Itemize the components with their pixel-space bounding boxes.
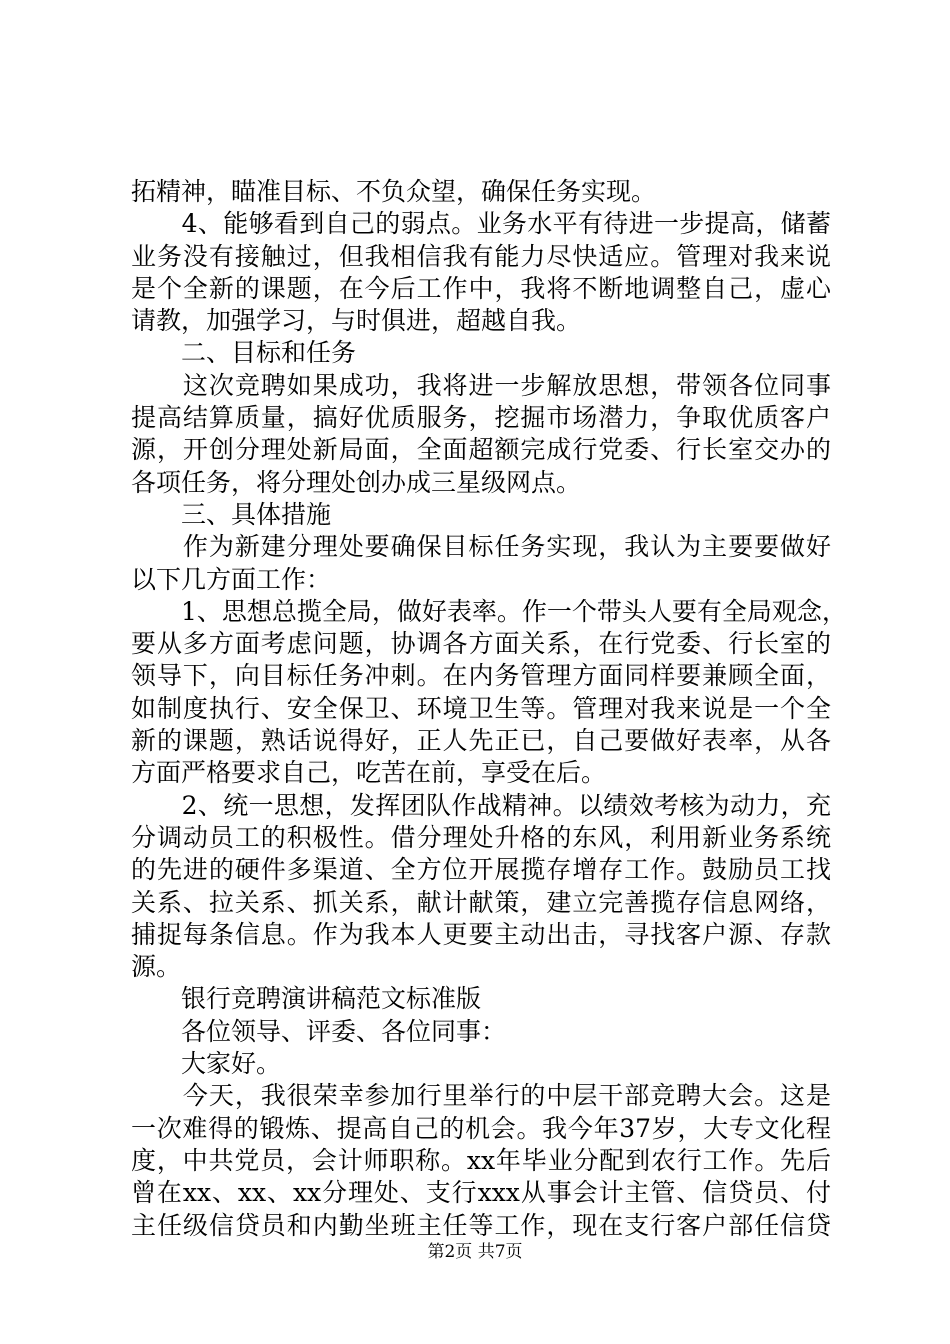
text-line: 领导下，向目标任务冲刺。在内务管理方面同样要兼顾全面， <box>131 661 831 691</box>
text-line: 今天，我很荣幸参加行里举行的中层干部竞聘大会。这是 <box>131 1081 831 1111</box>
section-heading: 二、目标和任务 <box>131 338 357 368</box>
text-line: 要从多方面考虑问题，协调各方面关系，在行党委、行长室的 <box>131 629 831 659</box>
text-line: 以下几方面工作： <box>131 564 332 594</box>
text-line: 请教，加强学习，与时俱进，超越自我。 <box>131 306 582 336</box>
text-line: 作为新建分理处要确保目标任务实现，我认为主要要做好 <box>131 532 831 562</box>
text-line: 方面严格要求自己，吃苦在前，享受在后。 <box>131 758 607 788</box>
text-line: 度，中共党员，会计师职称。xx年毕业分配到农行工作。先后 <box>131 1145 831 1175</box>
text-line: 新的课题，熟话说得好，正人先正已，自己要做好表率，从各 <box>131 726 831 756</box>
greeting: 大家好。 <box>131 1049 282 1079</box>
text-line: 拓精神，瞄准目标、不负众望，确保任务实现。 <box>131 177 657 206</box>
text-line: 源，开创分理处新局面，全面超额完成行党委、行长室交办的 <box>131 435 831 465</box>
section-heading: 三、具体措施 <box>131 499 332 529</box>
text-line: 业务没有接触过，但我相信我有能力尽快适应。管理对我来说 <box>131 241 831 271</box>
text-line: 的先进的硬件多渠道、全方位开展揽存增存工作。鼓励员工找 <box>131 855 831 885</box>
text-line: 是个全新的课题，在今后工作中，我将不断地调整自己，虚心 <box>131 273 831 303</box>
salutation: 各位领导、评委、各位同事： <box>131 1016 507 1046</box>
page-number: 第2页 共7页 <box>427 1242 523 1262</box>
text-line: 分调动员工的积极性。借分理处升格的东风，利用新业务系统 <box>131 822 831 852</box>
text-line: 1、思想总揽全局，做好表率。作一个带头人要有全局观念， <box>131 596 847 626</box>
text-line: 这次竞聘如果成功，我将进一步解放思想，带领各位同事 <box>131 370 831 400</box>
text-line: 如制度执行、安全保卫、环境卫生等。管理对我来说是一个全 <box>131 693 831 723</box>
text-line: 主任级信贷员和内勤坐班主任等工作，现在支行客户部任信贷 <box>131 1210 831 1240</box>
text-line: 捕捉每条信息。作为我本人更要主动出击，寻找客户源、存款 <box>131 919 831 949</box>
text-line: 提高结算质量，搞好优质服务，挖掘市场潜力，争取优质客户 <box>131 403 831 433</box>
text-line: 曾在xx、xx、xx分理处、支行xxx从事会计主管、信贷员、付 <box>131 1178 831 1208</box>
text-line: 各项任务，将分理处创办成三星级网点。 <box>131 467 582 497</box>
document-body <box>131 176 847 1242</box>
article-title: 银行竞聘演讲稿范文标准版 <box>131 984 482 1014</box>
text-line: 2、统一思想，发挥团队作战精神。以绩效考核为动力，充 <box>131 790 831 820</box>
text-line: 源。 <box>131 952 182 982</box>
text-line: 关系、拉关系、抓关系，献计献策，建立完善揽存信息网络， <box>131 887 831 917</box>
text-line: 4、能够看到自己的弱点。业务水平有待进一步提高，储蓄 <box>131 209 831 239</box>
text-line: 一次难得的锻炼、提高自己的机会。我今年37岁，大专文化程 <box>131 1113 831 1143</box>
